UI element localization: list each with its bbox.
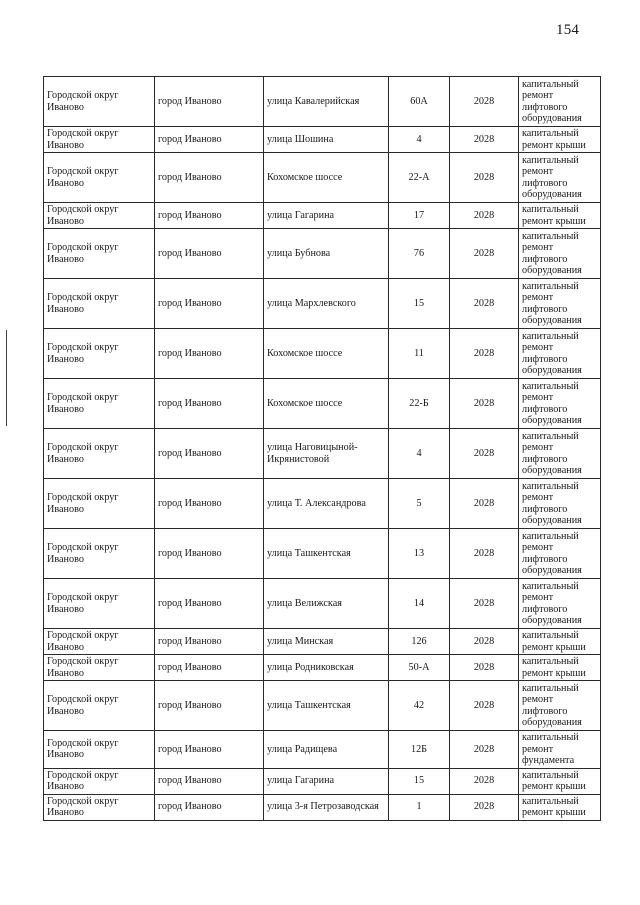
- city-cell: город Иваново: [155, 629, 264, 655]
- city-cell: город Иваново: [155, 579, 264, 629]
- city-cell: город Иваново: [155, 655, 264, 681]
- house-cell: 1: [389, 794, 450, 820]
- year-cell: 2028: [450, 279, 519, 329]
- district-cell: Городской округ Иваново: [44, 379, 155, 429]
- table-row: [44, 127, 601, 153]
- street-cell: улица Шошина: [264, 127, 389, 153]
- year-cell: 2028: [450, 229, 519, 279]
- city-cell: город Иваново: [155, 153, 264, 203]
- street-cell: улица Гагарина: [264, 768, 389, 794]
- work-type-cell: капитальный ремонт лифтового оборудования: [519, 153, 601, 203]
- street-cell: улица Ташкентская: [264, 681, 389, 731]
- year-cell: 2028: [450, 329, 519, 379]
- table-row: [44, 229, 601, 279]
- street-cell: Кохомское шоссе: [264, 329, 389, 379]
- street-cell: улица Ташкентская: [264, 529, 389, 579]
- year-cell: 2028: [450, 731, 519, 769]
- table-row: [44, 479, 601, 529]
- work-type-cell: капитальный ремонт крыши: [519, 768, 601, 794]
- street-cell: улица Велижская: [264, 579, 389, 629]
- street-cell: улица Бубнова: [264, 229, 389, 279]
- house-cell: 4: [389, 429, 450, 479]
- year-cell: 2028: [450, 479, 519, 529]
- margin-line: [6, 330, 7, 426]
- district-cell: Городской округ Иваново: [44, 479, 155, 529]
- city-cell: город Иваново: [155, 731, 264, 769]
- work-type-cell: капитальный ремонт лифтового оборудования: [519, 429, 601, 479]
- work-type-cell: капитальный ремонт лифтового оборудования: [519, 77, 601, 127]
- house-cell: 22-А: [389, 153, 450, 203]
- city-cell: город Иваново: [155, 794, 264, 820]
- year-cell: 2028: [450, 768, 519, 794]
- table-row: [44, 681, 601, 731]
- table-row: [44, 153, 601, 203]
- house-cell: 12Б: [389, 731, 450, 769]
- year-cell: 2028: [450, 379, 519, 429]
- table-row: [44, 329, 601, 379]
- district-cell: Городской округ Иваново: [44, 153, 155, 203]
- district-cell: Городской округ Иваново: [44, 681, 155, 731]
- house-cell: 14: [389, 579, 450, 629]
- work-type-cell: капитальный ремонт крыши: [519, 794, 601, 820]
- year-cell: 2028: [450, 429, 519, 479]
- table-row: [44, 529, 601, 579]
- house-cell: 15: [389, 279, 450, 329]
- year-cell: 2028: [450, 655, 519, 681]
- street-cell: улица Минская: [264, 629, 389, 655]
- city-cell: город Иваново: [155, 77, 264, 127]
- table-row: [44, 768, 601, 794]
- city-cell: город Иваново: [155, 429, 264, 479]
- page-number: 154: [556, 22, 580, 38]
- work-type-cell: капитальный ремонт лифтового оборудования: [519, 279, 601, 329]
- house-cell: 15: [389, 768, 450, 794]
- work-type-cell: капитальный ремонт лифтового оборудования: [519, 379, 601, 429]
- house-cell: 126: [389, 629, 450, 655]
- district-cell: Городской округ Иваново: [44, 794, 155, 820]
- table-row: [44, 279, 601, 329]
- table-row: [44, 731, 601, 769]
- city-cell: город Иваново: [155, 529, 264, 579]
- district-cell: Городской округ Иваново: [44, 329, 155, 379]
- house-cell: 60А: [389, 77, 450, 127]
- street-cell: улица Мархлевского: [264, 279, 389, 329]
- house-cell: 50-А: [389, 655, 450, 681]
- city-cell: город Иваново: [155, 203, 264, 229]
- house-cell: 4: [389, 127, 450, 153]
- year-cell: 2028: [450, 579, 519, 629]
- street-cell: Кохомское шоссе: [264, 379, 389, 429]
- table-row: [44, 579, 601, 629]
- house-cell: 17: [389, 203, 450, 229]
- city-cell: город Иваново: [155, 229, 264, 279]
- street-cell: улица Радищева: [264, 731, 389, 769]
- year-cell: 2028: [450, 153, 519, 203]
- street-cell: улица 3-я Петрозаводская: [264, 794, 389, 820]
- table-row: [44, 629, 601, 655]
- city-cell: город Иваново: [155, 279, 264, 329]
- house-cell: 76: [389, 229, 450, 279]
- work-type-cell: капитальный ремонт лифтового оборудования: [519, 529, 601, 579]
- year-cell: 2028: [450, 529, 519, 579]
- district-cell: Городской округ Иваново: [44, 731, 155, 769]
- work-type-cell: капитальный ремонт лифтового оборудования: [519, 579, 601, 629]
- work-type-cell: капитальный ремонт крыши: [519, 127, 601, 153]
- house-cell: 22-Б: [389, 379, 450, 429]
- work-type-cell: капитальный ремонт крыши: [519, 203, 601, 229]
- district-cell: Городской округ Иваново: [44, 279, 155, 329]
- year-cell: 2028: [450, 127, 519, 153]
- district-cell: Городской округ Иваново: [44, 429, 155, 479]
- house-cell: 11: [389, 329, 450, 379]
- district-cell: Городской округ Иваново: [44, 655, 155, 681]
- city-cell: город Иваново: [155, 768, 264, 794]
- work-type-cell: капитальный ремонт лифтового оборудования: [519, 681, 601, 731]
- district-cell: Городской округ Иваново: [44, 629, 155, 655]
- table-row: [44, 379, 601, 429]
- city-cell: город Иваново: [155, 379, 264, 429]
- year-cell: 2028: [450, 794, 519, 820]
- street-cell: Кохомское шоссе: [264, 153, 389, 203]
- year-cell: 2028: [450, 629, 519, 655]
- year-cell: 2028: [450, 681, 519, 731]
- street-cell: улица Т. Александрова: [264, 479, 389, 529]
- table-row: [44, 77, 601, 127]
- city-cell: город Иваново: [155, 329, 264, 379]
- table-row: [44, 794, 601, 820]
- work-type-cell: капитальный ремонт лифтового оборудования: [519, 329, 601, 379]
- city-cell: город Иваново: [155, 681, 264, 731]
- table-row: [44, 655, 601, 681]
- work-type-cell: капитальный ремонт крыши: [519, 629, 601, 655]
- district-cell: Городской округ Иваново: [44, 77, 155, 127]
- work-type-cell: капитальный ремонт фундамента: [519, 731, 601, 769]
- capital-repair-table: [43, 76, 601, 821]
- table-row: [44, 429, 601, 479]
- house-cell: 42: [389, 681, 450, 731]
- city-cell: город Иваново: [155, 479, 264, 529]
- house-cell: 5: [389, 479, 450, 529]
- district-cell: Городской округ Иваново: [44, 127, 155, 153]
- work-type-cell: капитальный ремонт лифтового оборудования: [519, 229, 601, 279]
- district-cell: Городской округ Иваново: [44, 229, 155, 279]
- street-cell: улица Кавалерийская: [264, 77, 389, 127]
- district-cell: Городской округ Иваново: [44, 768, 155, 794]
- district-cell: Городской округ Иваново: [44, 203, 155, 229]
- district-cell: Городской округ Иваново: [44, 579, 155, 629]
- city-cell: город Иваново: [155, 127, 264, 153]
- table-row: [44, 203, 601, 229]
- house-cell: 13: [389, 529, 450, 579]
- street-cell: улица Родниковская: [264, 655, 389, 681]
- street-cell: улица Наговицыной-Икрянистовой: [264, 429, 389, 479]
- work-type-cell: капитальный ремонт лифтового оборудования: [519, 479, 601, 529]
- year-cell: 2028: [450, 77, 519, 127]
- year-cell: 2028: [450, 203, 519, 229]
- street-cell: улица Гагарина: [264, 203, 389, 229]
- work-type-cell: капитальный ремонт крыши: [519, 655, 601, 681]
- district-cell: Городской округ Иваново: [44, 529, 155, 579]
